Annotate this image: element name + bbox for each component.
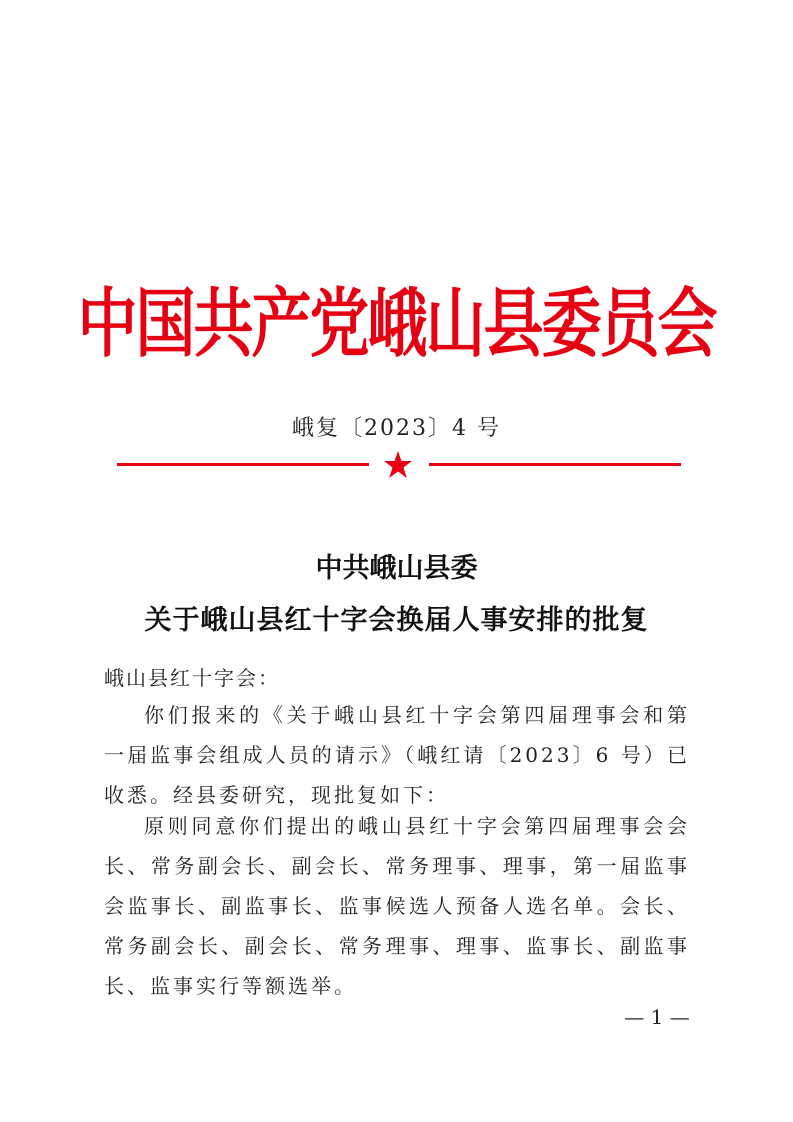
divider-line-right [429, 463, 681, 466]
red-divider [117, 451, 681, 481]
document-number: 峨复〔2023〕4 号 [292, 416, 501, 441]
document-title-line-1: 中共峨山县委 [315, 553, 478, 584]
body-paragraph: 原则同意你们提出的峨山县红十字会第四届理事会会长、常务副会长、副会长、常务理事、理事，第一届监事会监事长、副监事长、监事候选人预备人选名单。会长、常务副会长、副会长、常务理事、理事、监事长、副监事长、监事实行等额选举。 [104, 814, 690, 998]
masthead-title: 中国共产党峨山县委员会 [77, 280, 716, 369]
divider-line-left [117, 463, 369, 466]
page-number: — 1 — [624, 1005, 690, 1029]
star-icon [383, 451, 413, 479]
body-paragraph: 你们报来的《关于峨山县红十字会第四届理事会和第一届监事会组成人员的请示》（峨红请〔2023〕6 号）已收悉。经县委研究，现批复如下： [104, 703, 690, 807]
document-title-line-2: 关于峨山县红十字会换届人事安排的批复 [144, 605, 649, 636]
salutation: 峨山县红十字会： [104, 666, 280, 690]
